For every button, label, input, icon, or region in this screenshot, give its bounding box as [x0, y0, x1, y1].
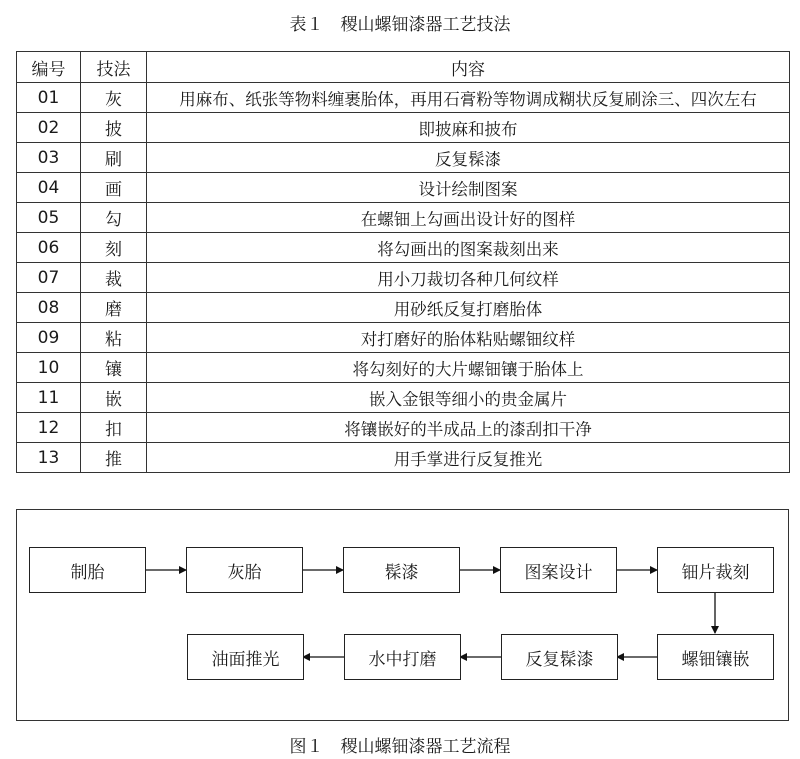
- table-row: [17, 203, 790, 233]
- cell-technique: 嵌: [81, 383, 147, 413]
- table-row: [17, 443, 790, 473]
- cell-number: 02: [17, 113, 81, 143]
- cell-number: 07: [17, 263, 81, 293]
- cell-technique: 扣: [81, 413, 147, 443]
- table-row: [17, 413, 790, 443]
- cell-technique: 磨: [81, 293, 147, 323]
- cell-number: 12: [17, 413, 81, 443]
- cell-technique: 画: [81, 173, 147, 203]
- cell-number: 05: [17, 203, 81, 233]
- cell-number: 09: [17, 323, 81, 353]
- table-row: [17, 113, 790, 143]
- cell-number: 13: [17, 443, 81, 473]
- cell-number: 08: [17, 293, 81, 323]
- table-row: [17, 83, 790, 113]
- cell-technique: 灰: [81, 83, 147, 113]
- techniques-table: [16, 51, 790, 473]
- figure-caption: 图１ 稷山螺钿漆器工艺流程: [289, 737, 511, 757]
- cell-technique: 推: [81, 443, 147, 473]
- header-number: 编号: [17, 52, 81, 83]
- cell-content: 用砂纸反复打磨胎体: [147, 293, 790, 323]
- step-make-body: 制胎: [29, 547, 146, 593]
- table-row: [17, 293, 790, 323]
- cell-content: 用手掌进行反复推光: [147, 443, 790, 473]
- step-shell-inlay: 螺钿镶嵌: [657, 634, 774, 680]
- cell-content: 将勾刻好的大片螺钿镶于胎体上: [147, 353, 790, 383]
- table-row: [17, 143, 790, 173]
- step-pattern-design: 图案设计: [500, 547, 617, 593]
- table-row: [17, 323, 790, 353]
- table-caption: 表１ 稷山螺钿漆器工艺技法: [289, 15, 511, 35]
- cell-content: 设计绘制图案: [147, 173, 790, 203]
- header-technique: 技法: [81, 52, 147, 83]
- step-water-polishing: 水中打磨: [344, 634, 461, 680]
- cell-content: 即披麻和披布: [147, 113, 790, 143]
- cell-technique: 披: [81, 113, 147, 143]
- cell-number: 04: [17, 173, 81, 203]
- cell-content: 将镶嵌好的半成品上的漆刮扣干净: [147, 413, 790, 443]
- table-row: [17, 233, 790, 263]
- cell-technique: 刷: [81, 143, 147, 173]
- cell-technique: 镶: [81, 353, 147, 383]
- cell-content: 对打磨好的胎体粘贴螺钿纹样: [147, 323, 790, 353]
- table-row: [17, 263, 790, 293]
- cell-number: 11: [17, 383, 81, 413]
- cell-content: 反复髹漆: [147, 143, 790, 173]
- cell-technique: 裁: [81, 263, 147, 293]
- table-header-row: [17, 52, 790, 83]
- cell-technique: 勾: [81, 203, 147, 233]
- cell-content: 嵌入金银等细小的贵金属片: [147, 383, 790, 413]
- process-flow-figure: [16, 509, 789, 721]
- step-oil-finish: 油面推光: [187, 634, 304, 680]
- step-shell-cutting: 钿片裁刻: [657, 547, 774, 593]
- table-row: [17, 383, 790, 413]
- cell-content: 用小刀裁切各种几何纹样: [147, 263, 790, 293]
- cell-technique: 刻: [81, 233, 147, 263]
- step-repeat-lacquering: 反复髹漆: [501, 634, 618, 680]
- cell-content: 将勾画出的图案裁刻出来: [147, 233, 790, 263]
- cell-content: 在螺钿上勾画出设计好的图样: [147, 203, 790, 233]
- header-content: 内容: [147, 52, 790, 83]
- cell-technique: 粘: [81, 323, 147, 353]
- cell-number: 03: [17, 143, 81, 173]
- table-row: [17, 353, 790, 383]
- flow-arrows: [17, 510, 790, 722]
- cell-number: 10: [17, 353, 81, 383]
- step-lacquering: 髹漆: [343, 547, 460, 593]
- cell-content: 用麻布、纸张等物料缠裹胎体，再用石膏粉等物调成糊状反复刷涂三、四次左右: [147, 83, 790, 113]
- table-row: [17, 173, 790, 203]
- cell-number: 01: [17, 83, 81, 113]
- cell-number: 06: [17, 233, 81, 263]
- step-ash-body: 灰胎: [186, 547, 303, 593]
